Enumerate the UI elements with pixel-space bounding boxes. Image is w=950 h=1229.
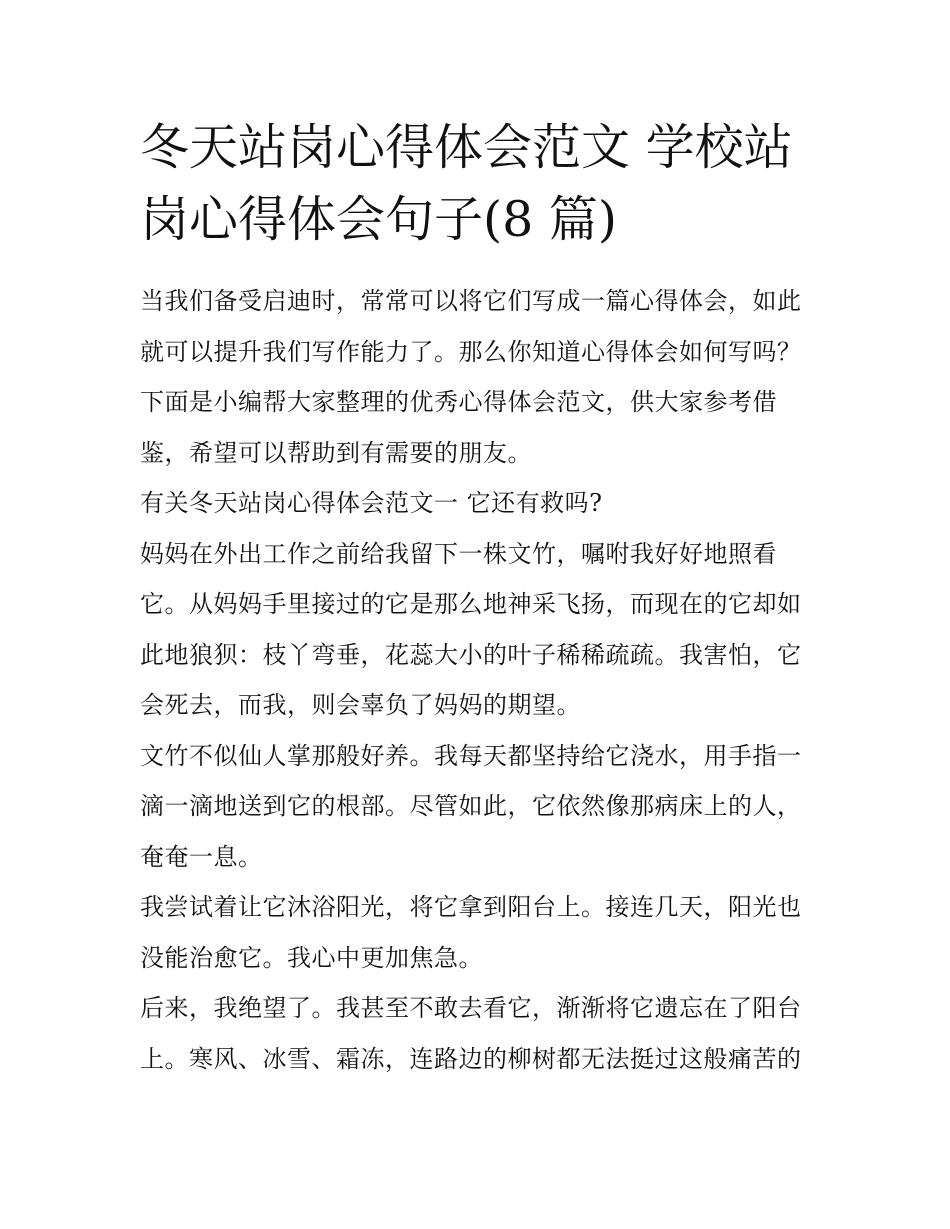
paragraph: 文竹不似仙人掌那般好养。我每天都坚持给它浇水，用手指一滴一滴地送到它的根部。尽管如此，它依然像那病床上的人，奄奄一息。 xyxy=(140,741,802,871)
paragraph: 妈妈在外出工作之前给我留下一株文竹，嘱咐我好好地照看它。从妈妈手里接过的它是那么地神采飞扬，而现在的它却如此地狼狈：枝丫弯垂，花蕊大小的叶子稀稀疏疏。我害怕，它会死去，而我，则会辜负了妈妈的期望。 xyxy=(140,539,802,719)
paragraph-intro: 当我们备受启迪时，常常可以将它们写成一篇心得体会，如此就可以提升我们写作能力了。那么你知道心得体会如何写吗？下面是小编帮大家整理的优秀心得体会范文，供大家参考借鉴，希望可以帮助到有需要的朋友。 xyxy=(140,287,802,467)
paragraph: 后来，我绝望了。我甚至不敢去看它，渐渐将它遗忘在了阳台上。寒风、冰雪、霜冻，连路边的柳树都无法挺过这般痛苦的 xyxy=(140,994,802,1073)
document-body xyxy=(140,276,820,1084)
paragraph: 我尝试着让它沐浴阳光，将它拿到阳台上。接连几天，阳光也没能治愈它。我心中更加焦急。 xyxy=(140,893,802,972)
document-title: 冬天站岗心得体会范文 学校站岗心得体会句子(8 篇) xyxy=(140,119,793,248)
section-heading: 有关冬天站岗心得体会范文一 它还有救吗? xyxy=(140,489,603,517)
